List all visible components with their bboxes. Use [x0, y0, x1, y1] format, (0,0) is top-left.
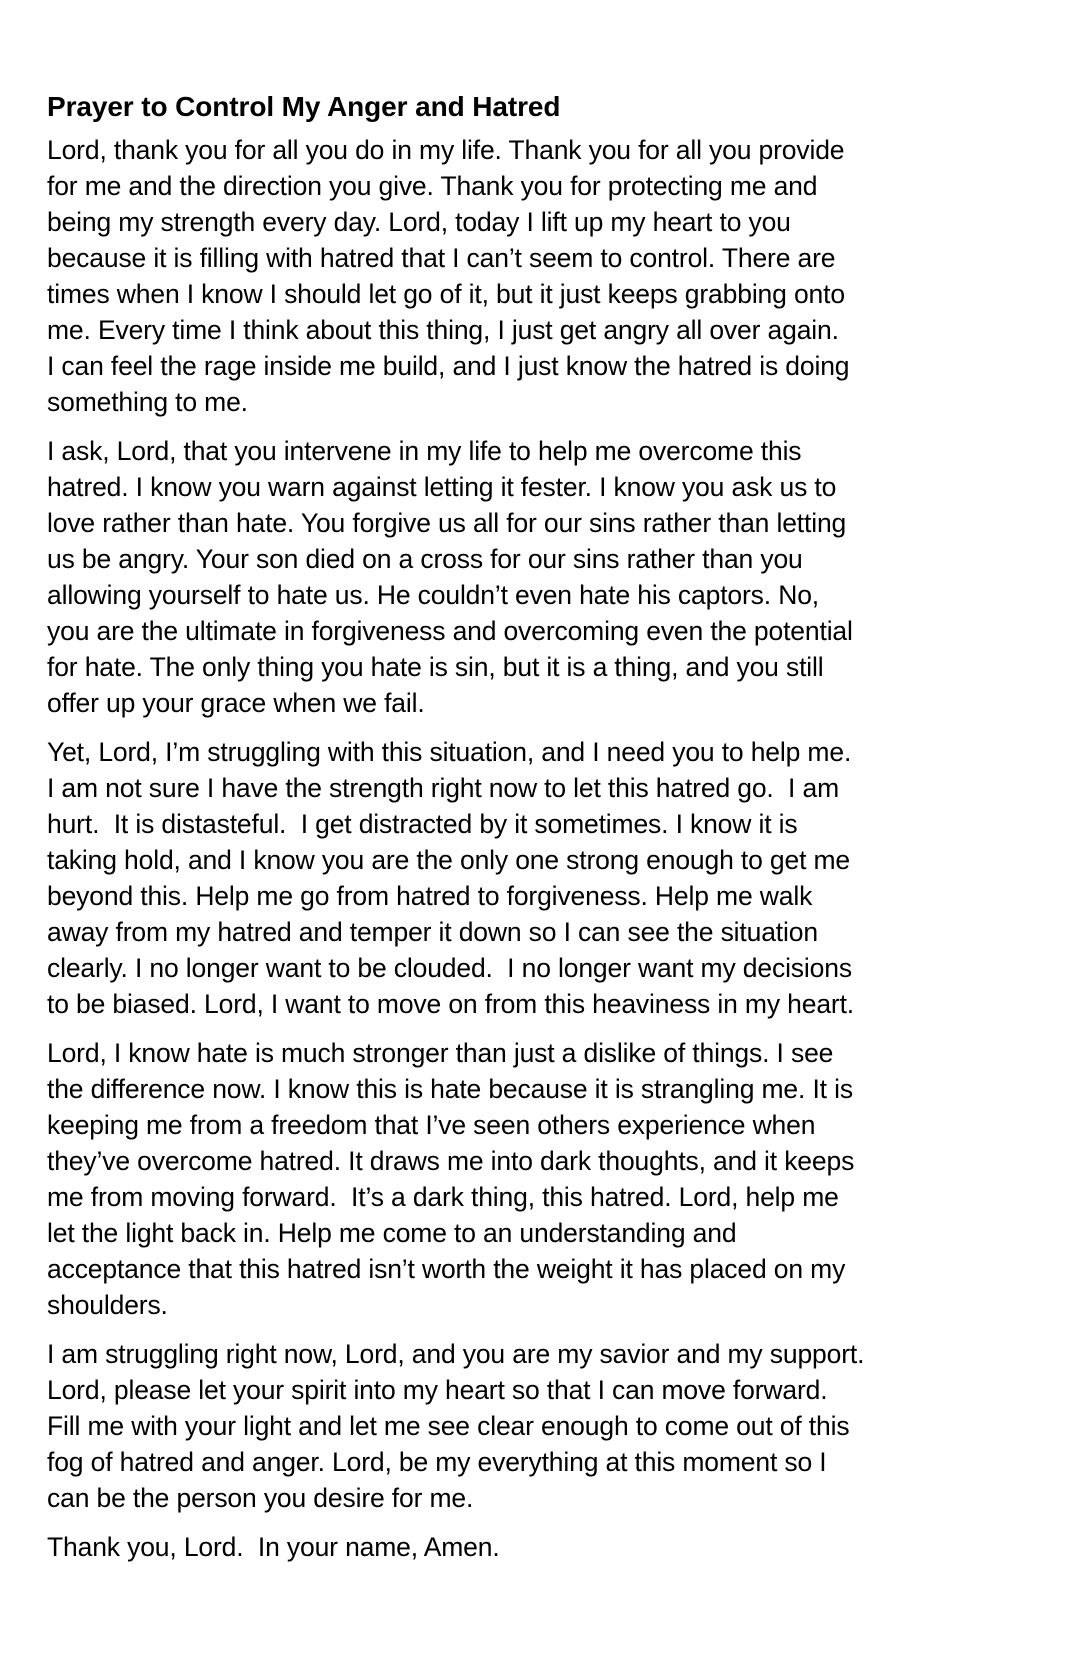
- paragraph-4: [47, 1035, 1047, 1323]
- paragraph-line: they’ve overcome hatred. It draws me into dark thoughts, and it keeps: [47, 1146, 855, 1176]
- paragraph-line: offer up your grace when we fail.: [47, 688, 425, 718]
- paragraph-line: I ask, Lord, that you intervene in my life to help me overcome this: [47, 436, 802, 466]
- paragraph-line: acceptance that this hatred isn’t worth the weight it has placed on my: [47, 1254, 846, 1284]
- paragraph-line: to be biased. Lord, I want to move on from this heaviness in my heart.: [47, 989, 855, 1019]
- paragraph-line: taking hold, and I know you are the only one strong enough to get me: [47, 845, 851, 875]
- prayer-body: [47, 132, 1047, 1565]
- paragraph-3: [47, 734, 1047, 1022]
- paragraph-6: [47, 1529, 1047, 1565]
- paragraph-line: for hate. The only thing you hate is sin, but it is a thing, and you still: [47, 652, 824, 682]
- paragraph-line: shoulders.: [47, 1290, 168, 1320]
- paragraph-2: [47, 433, 1047, 721]
- paragraph-line: clearly. I no longer want to be clouded. I no longer want my decisions: [47, 953, 852, 983]
- paragraph-line: being my strength every day. Lord, today I lift up my heart to you: [47, 207, 791, 237]
- paragraph-line: Yet, Lord, I’m struggling with this situation, and I need you to help me.: [47, 737, 852, 767]
- paragraph-line: beyond this. Help me go from hatred to forgiveness. Help me walk: [47, 881, 813, 911]
- paragraph-line: Thank you, Lord. In your name, Amen.: [47, 1532, 500, 1562]
- paragraph-line: can be the person you desire for me.: [47, 1483, 474, 1513]
- paragraph-line: me. Every time I think about this thing, I just get angry all over again.: [47, 315, 839, 345]
- paragraph-line: hatred. I know you warn against letting it fester. I know you ask us to: [47, 472, 837, 502]
- paragraph-line: I am struggling right now, Lord, and you are my savior and my support.: [47, 1339, 865, 1369]
- paragraph-line: me from moving forward. It’s a dark thing, this hatred. Lord, help me: [47, 1182, 839, 1212]
- paragraph-line: I can feel the rage inside me build, and I just know the hatred is doing: [47, 351, 850, 381]
- paragraph-line: something to me.: [47, 387, 248, 417]
- paragraph-line: hurt. It is distasteful. I get distracted by it sometimes. I know it is: [47, 809, 798, 839]
- paragraph-line: away from my hatred and temper it down so I can see the situation: [47, 917, 818, 947]
- paragraph-line: because it is filling with hatred that I can’t seem to control. There are: [47, 243, 836, 273]
- paragraph-line: I am not sure I have the strength right now to let this hatred go. I am: [47, 773, 839, 803]
- paragraph-line: Lord, please let your spirit into my heart so that I can move forward.: [47, 1375, 828, 1405]
- paragraph-line: Fill me with your light and let me see clear enough to come out of this: [47, 1411, 850, 1441]
- paragraph-line: keeping me from a freedom that I’ve seen others experience when: [47, 1110, 816, 1140]
- paragraph-line: times when I know I should let go of it, but it just keeps grabbing onto: [47, 279, 845, 309]
- paragraph-1: [47, 132, 1047, 420]
- paragraph-line: Lord, I know hate is much stronger than just a dislike of things. I see: [47, 1038, 834, 1068]
- paragraph-line: let the light back in. Help me come to an understanding and: [47, 1218, 737, 1248]
- paragraph-line: you are the ultimate in forgiveness and overcoming even the potential: [47, 616, 853, 646]
- paragraph-line: Lord, thank you for all you do in my life. Thank you for all you provide: [47, 135, 845, 165]
- prayer-page: [47, 90, 1047, 1578]
- paragraph-line: the difference now. I know this is hate because it is strangling me. It is: [47, 1074, 853, 1104]
- paragraph-5: [47, 1336, 1047, 1516]
- paragraph-line: fog of hatred and anger. Lord, be my everything at this moment so I: [47, 1447, 827, 1477]
- paragraph-line: us be angry. Your son died on a cross for our sins rather than you: [47, 544, 803, 574]
- paragraph-line: love rather than hate. You forgive us all for our sins rather than letting: [47, 508, 847, 538]
- paragraph-line: allowing yourself to hate us. He couldn’t even hate his captors. No,: [47, 580, 819, 610]
- page-title: Prayer to Control My Anger and Hatred: [47, 91, 561, 122]
- paragraph-line: for me and the direction you give. Thank you for protecting me and: [47, 171, 818, 201]
